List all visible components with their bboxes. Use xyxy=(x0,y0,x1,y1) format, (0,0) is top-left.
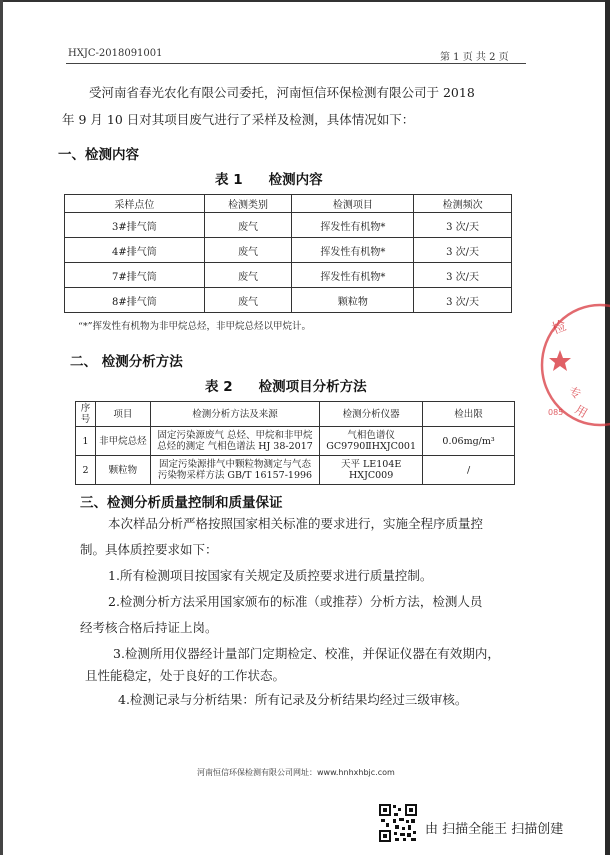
t1-cell: 颗粒物 xyxy=(292,288,414,313)
t1-cell: 7#排气筒 xyxy=(65,263,205,288)
intro-line-2: 年 9 月 10 日对其项目废气进行了采样及检测，具体情况如下： xyxy=(62,112,415,127)
section-1-title: 一、检测内容 xyxy=(58,147,139,163)
t2-col-method: 检测分析方法及来源 xyxy=(150,402,319,427)
table-2-caption xyxy=(205,375,367,395)
t2-method-line-1: 固定污染源排气中颗粒物测定与气态 xyxy=(158,459,311,470)
t2-cell-no: 1 xyxy=(76,427,96,456)
t2-col-no: 序号 xyxy=(76,402,96,427)
t2-cell-method xyxy=(150,456,319,485)
t1-col-point: 采样点位 xyxy=(65,195,205,213)
t2-cell-item: 非甲烷总烃 xyxy=(95,427,150,456)
table-row xyxy=(65,263,512,288)
t2-cell-limit: / xyxy=(423,456,515,485)
t2-cell-limit: 0.06mg/m³ xyxy=(423,427,515,456)
svg-text:专: 专 xyxy=(567,384,583,402)
svg-text:用: 用 xyxy=(572,402,590,421)
t1-cell: 废气 xyxy=(204,238,292,263)
table-1-caption-name: 检测内容 xyxy=(268,172,323,188)
svg-text:检: 检 xyxy=(549,317,569,338)
section-2-title: 二、 检测分析方法 xyxy=(70,354,183,370)
qc-item-2-line-1: 2.检测分析方法采用国家颁布的标准（或推荐）分析方法，检测人员 xyxy=(108,594,483,609)
t2-inst-line-2: GC9790ⅡHXJC001 xyxy=(326,441,417,452)
scan-edge-left xyxy=(0,0,3,855)
scanner-watermark: 由 扫描全能王 扫描创建 xyxy=(425,822,564,837)
qc-paragraph-line-1: 本次样品分析严格按照国家相关标准的要求进行，实施全程序质量控 xyxy=(108,516,484,531)
t1-cell: 挥发性有机物* xyxy=(292,213,414,238)
table-row xyxy=(76,427,515,456)
qc-item-2-line-2: 经考核合格后持证上岗。 xyxy=(80,620,218,635)
t1-cell: 8#排气筒 xyxy=(65,288,205,313)
stamp-seal xyxy=(538,300,610,430)
t1-cell: 废气 xyxy=(204,288,292,313)
t2-cell-no: 2 xyxy=(76,456,96,485)
t1-cell: 废气 xyxy=(204,263,292,288)
table-row xyxy=(65,213,512,238)
t1-cell: 3 次/天 xyxy=(414,263,512,288)
qc-item-4: 4.检测记录与分析结果：所有记录及分析结果均经过三级审核。 xyxy=(118,692,468,707)
table-2-caption-no: 表 2 xyxy=(205,379,233,395)
table-2-caption-name: 检测项目分析方法 xyxy=(258,379,367,395)
table-1-note: “*”挥发性有机物为非甲烷总烃，非甲烷总烃以甲烷计。 xyxy=(78,321,311,332)
t2-cell-item: 颗粒物 xyxy=(95,456,150,485)
table-2-header-row xyxy=(76,402,515,427)
scan-edge-top xyxy=(0,0,610,2)
svg-text:085: 085 xyxy=(548,408,564,417)
t1-col-category: 检测类别 xyxy=(204,195,292,213)
report-number: HXJC-2018091001 xyxy=(68,48,163,59)
t2-col-limit: 检出限 xyxy=(423,402,515,427)
t2-col-item: 项目 xyxy=(95,402,150,427)
qr-code-icon xyxy=(378,803,418,843)
t2-col-instrument: 检测分析仪器 xyxy=(320,402,423,427)
t1-cell: 4#排气筒 xyxy=(65,238,205,263)
t1-cell: 挥发性有机物* xyxy=(292,263,414,288)
table-1-caption-no: 表 1 xyxy=(215,172,243,188)
t2-method-line-1: 固定污染源废气 总烃、甲烷和非甲烷 xyxy=(157,430,313,441)
t1-cell: 3 次/天 xyxy=(414,213,512,238)
page-info: 第 1 页 共 2 页 xyxy=(440,52,509,63)
t1-cell: 废气 xyxy=(204,213,292,238)
t2-cell-instrument xyxy=(320,427,423,456)
qc-paragraph-line-2: 制。具体质控要求如下： xyxy=(80,542,218,557)
qc-item-3-line-1: 3.检测所用仪器经计量部门定期检定、校准，并保证仪器在有效期内， xyxy=(113,646,500,661)
table-1-caption xyxy=(215,168,323,188)
intro-line-1: 受河南省春光农化有限公司委托，河南恒信环保检测有限公司于 2018 xyxy=(89,85,475,100)
table-row xyxy=(65,288,512,313)
qc-item-3-line-2: 且性能稳定，处于良好的工作状态。 xyxy=(85,668,286,683)
t1-cell: 3 次/天 xyxy=(414,238,512,263)
t2-method-line-2: 总烃的测定 气相色谱法 HJ 38-2017 xyxy=(157,441,313,452)
t1-col-item: 检测项目 xyxy=(292,195,414,213)
t2-inst-line-2: HXJC009 xyxy=(349,470,394,481)
t1-col-frequency: 检测频次 xyxy=(414,195,512,213)
table-row xyxy=(76,456,515,485)
table-row xyxy=(65,238,512,263)
t2-inst-line-1: 气相色谱仪 xyxy=(347,430,395,441)
t2-inst-line-1: 天平 LE104E xyxy=(340,459,402,470)
table-1-header-row xyxy=(65,195,512,213)
qc-item-1: 1.所有检测项目按国家有关规定及质控要求进行质量控制。 xyxy=(108,568,433,583)
section-3-title: 三、检测分析质量控制和质量保证 xyxy=(80,495,283,511)
table-1-detection-content xyxy=(64,194,512,313)
t1-cell: 挥发性有机物* xyxy=(292,238,414,263)
header-rule xyxy=(66,63,526,64)
table-2-analysis-methods xyxy=(75,401,515,485)
t2-cell-instrument xyxy=(320,456,423,485)
page-footer: 河南恒信环保检测有限公司网址：www.hnhxhbjc.com xyxy=(197,768,395,777)
t2-method-line-2: 污染物采样方法 GB/T 16157-1996 xyxy=(157,470,313,481)
t2-cell-method xyxy=(150,427,319,456)
t1-cell: 3 次/天 xyxy=(414,288,512,313)
t1-cell: 3#排气筒 xyxy=(65,213,205,238)
